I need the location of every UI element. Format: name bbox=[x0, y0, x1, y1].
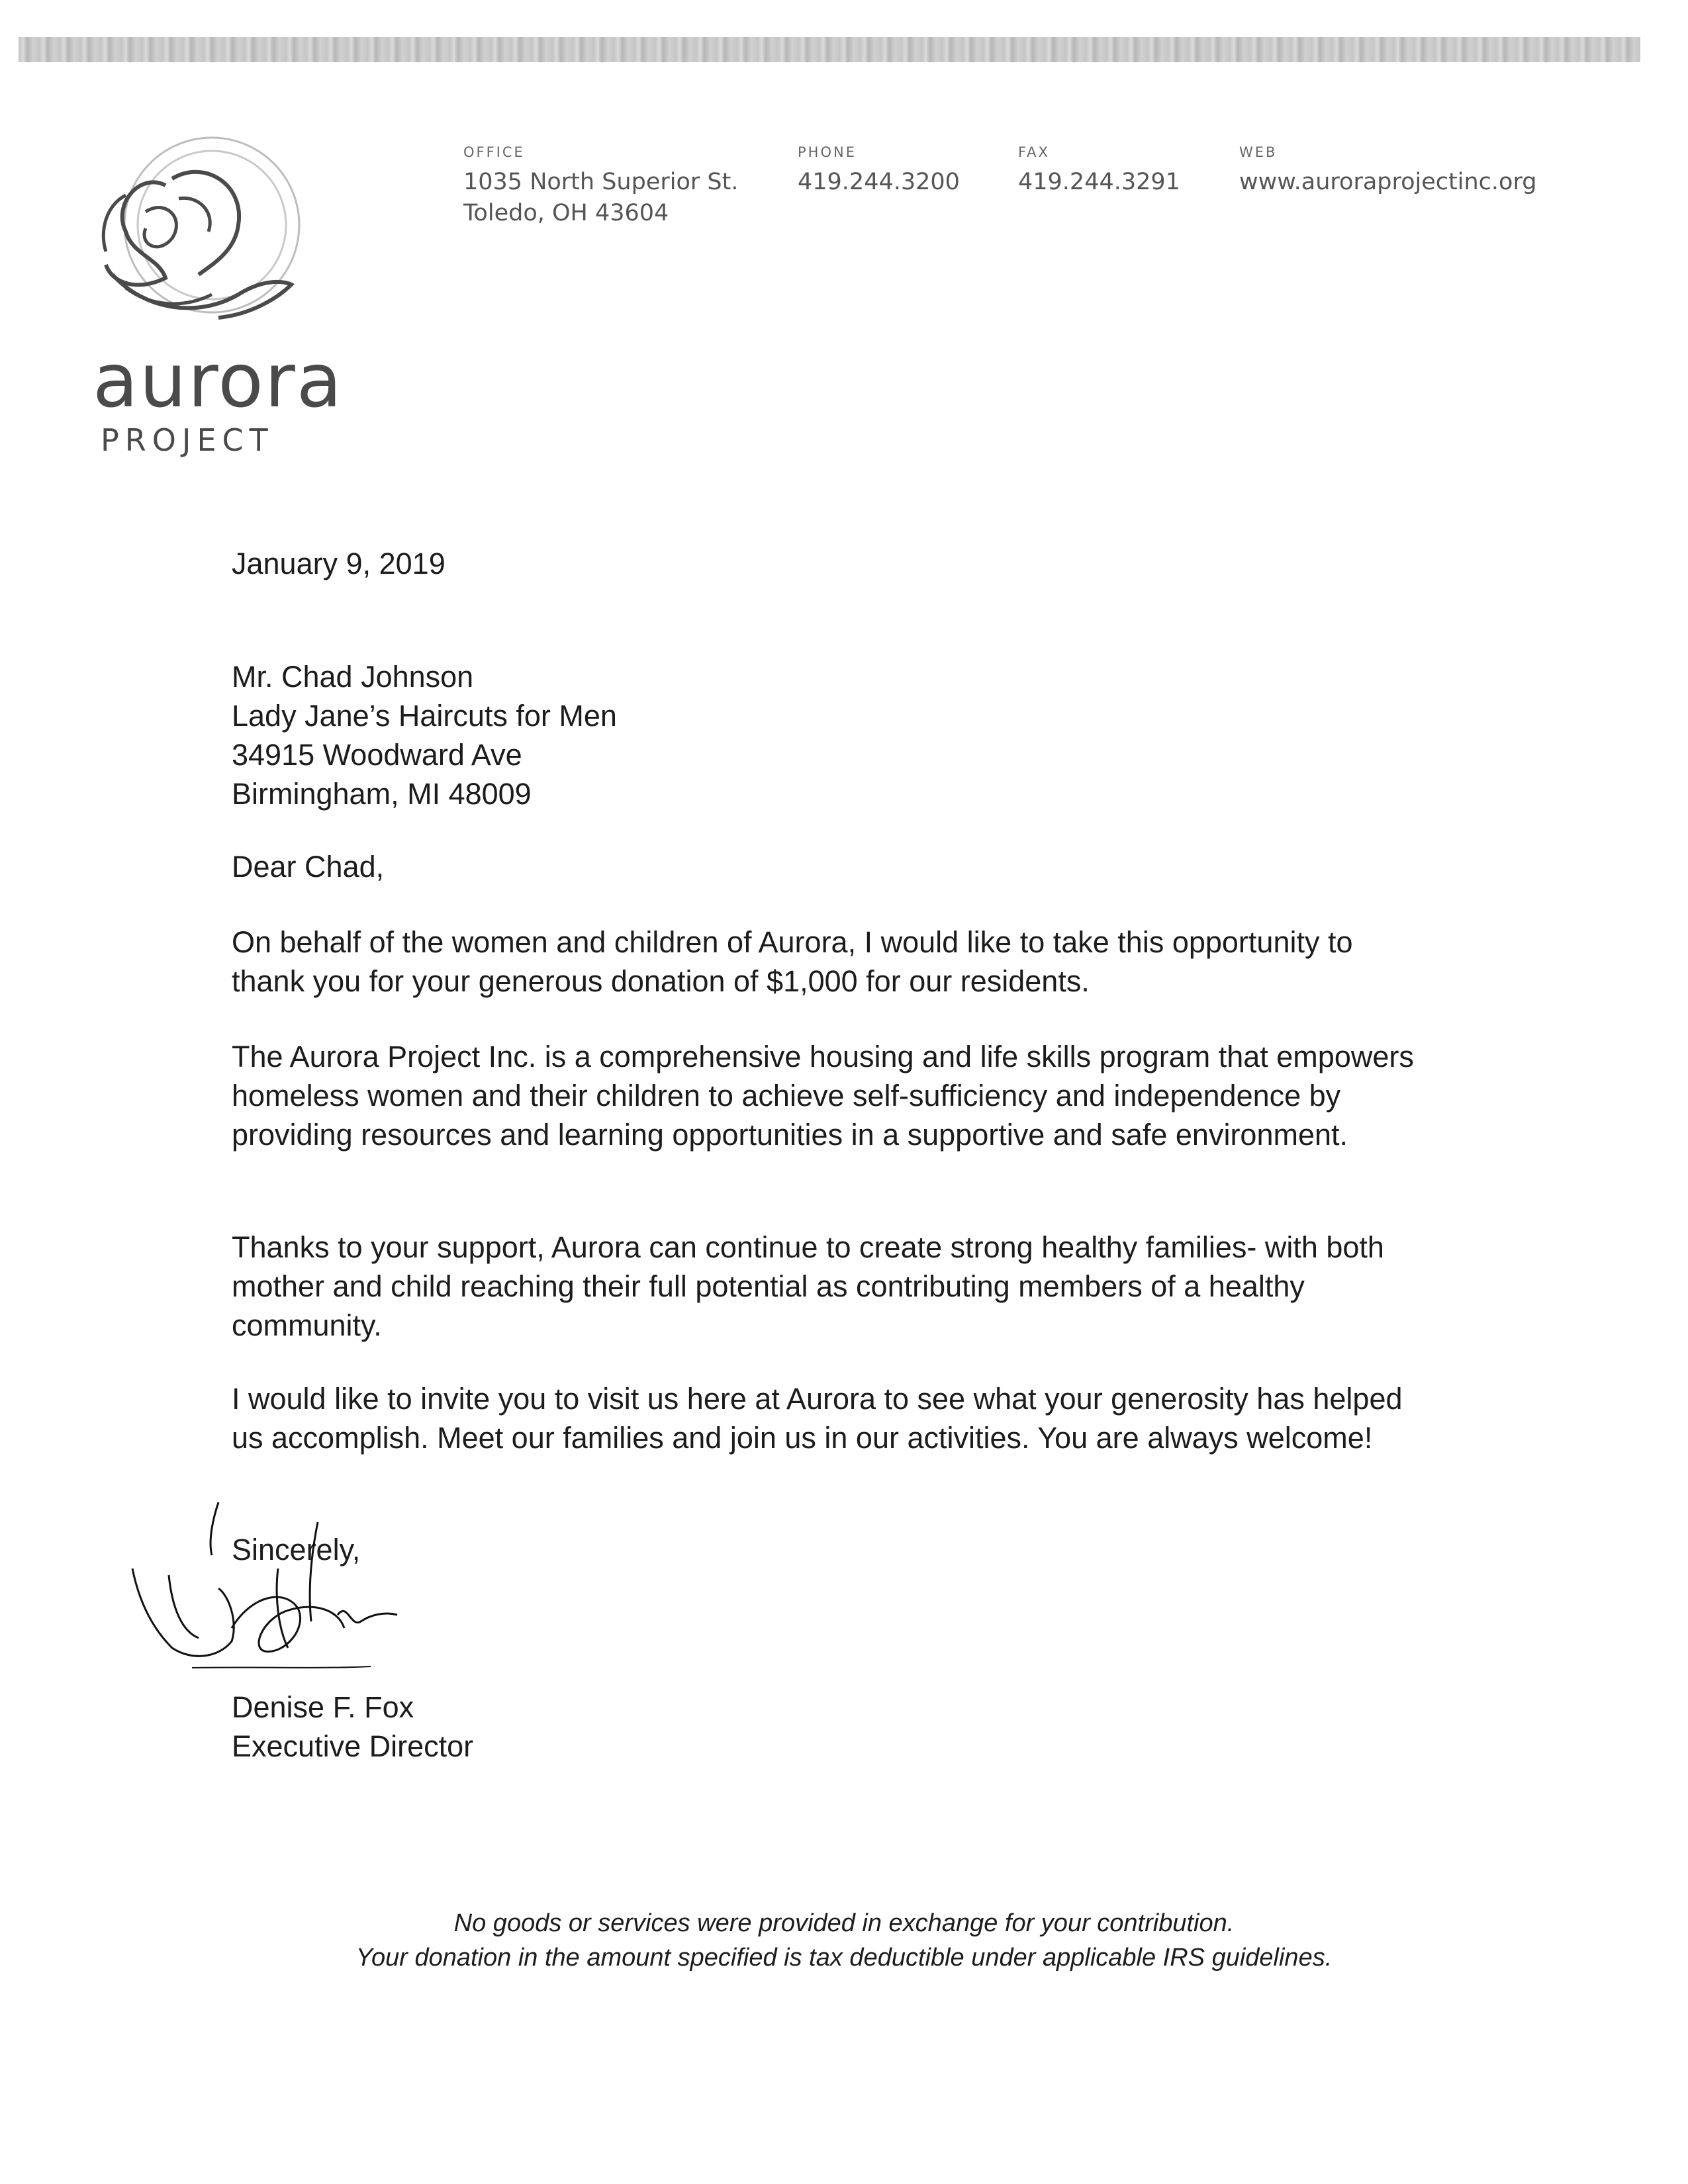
recipient-address bbox=[232, 657, 1423, 813]
office-address-line1: 1035 North Superior St. bbox=[463, 169, 739, 195]
logo-subtitle: PROJECT bbox=[101, 422, 274, 458]
office-contact bbox=[463, 144, 738, 230]
recipient-name: Mr. Chad Johnson bbox=[232, 660, 474, 694]
phone-number: 419.244.3200 bbox=[798, 169, 960, 195]
tax-disclaimer-line-1: No goods or services were provided in exchange for your contribution. bbox=[453, 1909, 1235, 1937]
phone-contact bbox=[798, 144, 960, 198]
tax-disclaimer-line-2: Your donation in the amount specified is tax deductible under applicable IRS guidelines. bbox=[355, 1944, 1333, 1972]
body-paragraph-2: The Aurora Project Inc. is a comprehensive housing and life skills program that empowers homeless women and their children to achieve self-sufficiency and independence by providing resources and learning opportunities in a supportive and safe environment. bbox=[232, 1040, 1414, 1152]
office-address-line2: Toledo, OH 43604 bbox=[463, 200, 669, 227]
scan-artifact-bar bbox=[19, 37, 1640, 62]
body-paragraph-3: Thanks to your support, Aurora can continue to create strong healthy families- with both mother and child reaching their full potential as contributing members of a healthy community. bbox=[232, 1230, 1384, 1342]
salutation: Dear Chad, bbox=[232, 850, 385, 884]
logo-wordmark: aurora bbox=[93, 338, 344, 424]
office-label: OFFICE bbox=[463, 144, 525, 160]
recipient-city: Birmingham, MI 48009 bbox=[232, 777, 532, 811]
fax-label: FAX bbox=[1018, 144, 1050, 160]
website-url: www.auroraprojectinc.org bbox=[1239, 169, 1537, 195]
fax-contact bbox=[1018, 144, 1180, 198]
web-label: WEB bbox=[1239, 144, 1278, 160]
phone-label: PHONE bbox=[798, 144, 857, 160]
signer-title: Executive Director bbox=[232, 1729, 474, 1763]
signer-name: Denise F. Fox bbox=[232, 1690, 414, 1724]
fax-number: 419.244.3291 bbox=[1018, 169, 1180, 195]
closing: Sincerely, bbox=[232, 1533, 361, 1567]
letter-date: January 9, 2019 bbox=[232, 547, 445, 580]
recipient-street: 34915 Woodward Ave bbox=[232, 738, 522, 772]
body-paragraph-4: I would like to invite you to visit us here at Aurora to see what your generosity has helped us accomplish. Meet our families and join us in our activities. You are always welcome! bbox=[232, 1382, 1403, 1455]
body-paragraph-1: On behalf of the women and children of Aurora, I would like to take this opportunity to thank you for your generous donation of $1,000 for our residents. bbox=[232, 925, 1353, 998]
web-contact bbox=[1239, 144, 1536, 198]
aurora-logo-icon bbox=[86, 132, 311, 357]
recipient-company: Lady Jane’s Haircuts for Men bbox=[232, 699, 617, 733]
